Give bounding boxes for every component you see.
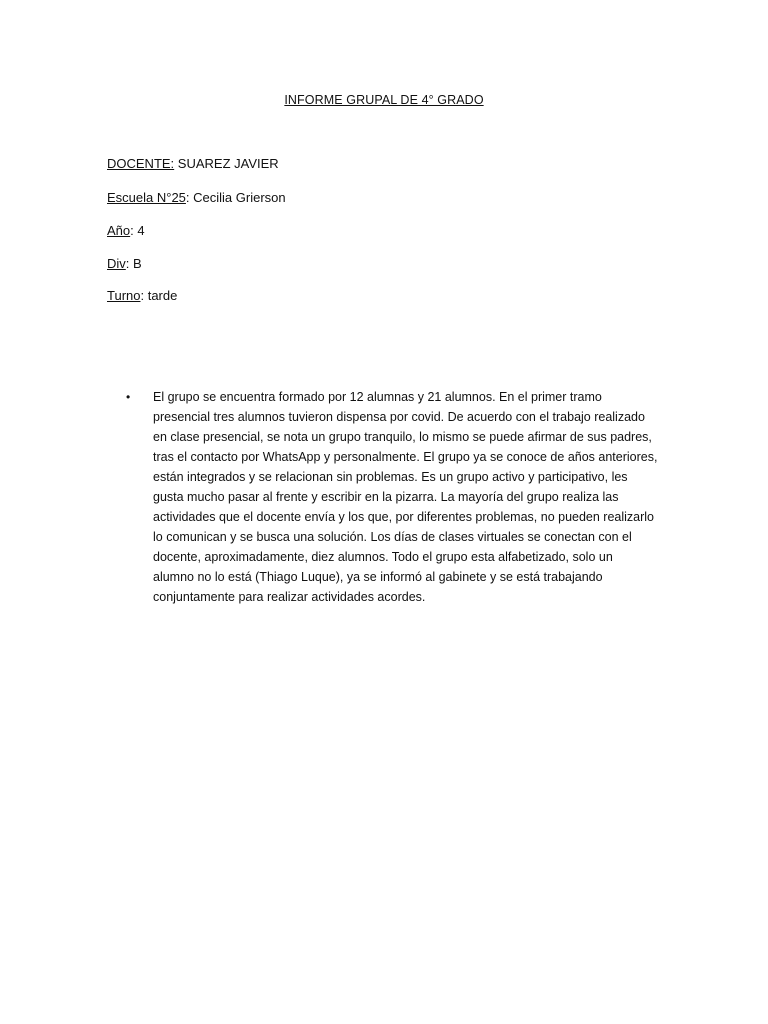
paragraph-line: tras el contacto por WhatsApp y personalmente. El grupo ya se conoce de años anteriores, — [153, 450, 658, 464]
docente-label: DOCENTE: — [107, 156, 175, 171]
bullet-list — [126, 387, 666, 607]
list-item — [126, 387, 666, 607]
paragraph-line: presencial tres alumnos tuvieron dispensa por covid. De acuerdo con el trabajo realizado — [153, 410, 645, 424]
paragraph-line: en clase presencial, se nota un grupo tranquilo, lo mismo se puede afirmar de sus padres, — [153, 430, 652, 444]
anio-value: : 4 — [130, 223, 145, 238]
paragraph-line: conjuntamente para realizar actividades acordes. — [153, 590, 426, 604]
div-label: Div — [107, 256, 126, 271]
field-anio — [107, 223, 145, 238]
div-value: : B — [125, 256, 142, 271]
bullet-icon: • — [126, 390, 131, 404]
turno-value: : tarde — [140, 288, 178, 303]
escuela-value: : Cecilia Grierson — [185, 190, 286, 205]
field-docente — [107, 156, 279, 171]
paragraph-line: gusta mucho pasar al frente y escribir en la pizarra. La mayoría del grupo realiza las — [153, 490, 619, 504]
report-title: INFORME GRUPAL DE 4° GRADO — [284, 93, 484, 107]
anio-label: Año — [107, 223, 131, 238]
docente-value: SUAREZ JAVIER — [174, 156, 279, 171]
turno-label: Turno — [107, 288, 141, 303]
paragraph-line: lo comunican y se busca una solución. Los días de clases virtuales se conectan con el — [153, 530, 632, 544]
paragraph-line: están integrados y se relacionan sin problemas. Es un grupo activo y participativo, les — [153, 470, 628, 484]
field-escuela — [107, 190, 286, 205]
field-turno — [107, 288, 177, 303]
paragraph-line: El grupo se encuentra formado por 12 alumnas y 21 alumnos. En el primer tramo — [153, 390, 602, 404]
paragraph-line: docente, aproximadamente, diez alumnos. Todo el grupo esta alfabetizado, solo un — [153, 550, 613, 564]
field-div — [107, 256, 142, 271]
paragraph-line: actividades que el docente envía y los que, por diferentes problemas, no pueden realizarlo — [153, 510, 655, 524]
escuela-label: Escuela N°25 — [107, 190, 186, 205]
paragraph-line: alumno no lo está (Thiago Luque), ya se informó al gabinete y se está trabajando — [153, 570, 603, 584]
